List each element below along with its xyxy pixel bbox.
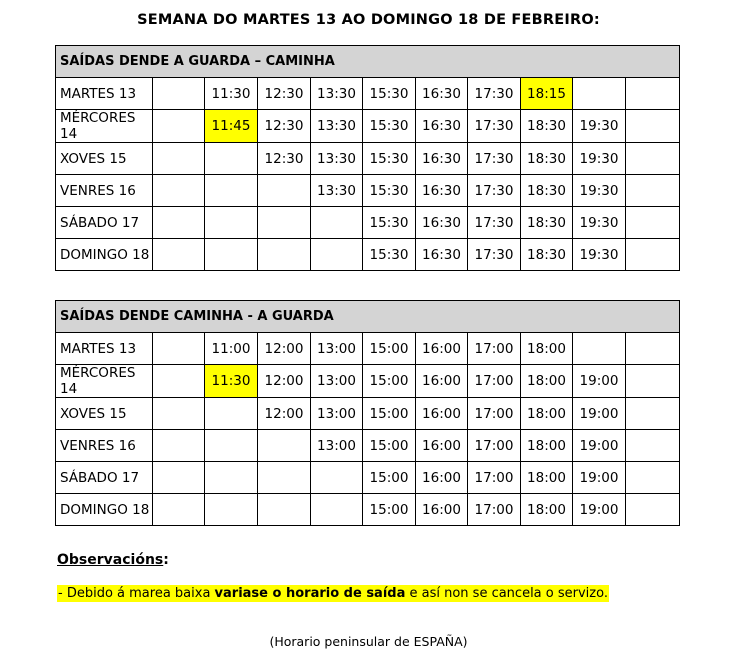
day-cell: SÁBADO 17 <box>56 207 153 239</box>
time-cell: 11:00 <box>205 333 258 365</box>
observations-colon: : <box>163 552 169 568</box>
time-cell: 15:00 <box>363 365 416 398</box>
table-row <box>56 365 680 398</box>
time-cell: 11:30 <box>205 365 258 398</box>
time-cell <box>205 430 258 462</box>
time-cell <box>626 110 680 143</box>
time-cell <box>205 239 258 271</box>
time-cell: 13:00 <box>311 398 363 430</box>
time-cell <box>626 207 680 239</box>
time-cell: 19:30 <box>573 175 626 207</box>
time-cell: 16:30 <box>416 175 468 207</box>
time-cell: 18:30 <box>521 175 573 207</box>
time-cell: 17:00 <box>468 333 521 365</box>
table-row <box>56 239 680 271</box>
time-cell <box>311 494 363 526</box>
time-cell <box>205 143 258 175</box>
time-cell <box>153 175 205 207</box>
time-cell <box>205 494 258 526</box>
table-row <box>56 143 680 175</box>
table-header: SAÍDAS DENDE A GUARDA – CAMINHA <box>56 46 680 78</box>
time-cell: 18:00 <box>521 462 573 494</box>
table-row <box>56 430 680 462</box>
table-row <box>56 207 680 239</box>
time-cell: 17:00 <box>468 430 521 462</box>
time-cell: 19:30 <box>573 143 626 175</box>
time-cell <box>626 398 680 430</box>
time-cell: 17:30 <box>468 175 521 207</box>
time-cell <box>153 207 205 239</box>
time-cell: 13:30 <box>311 175 363 207</box>
time-cell: 18:30 <box>521 239 573 271</box>
time-cell: 12:00 <box>258 398 311 430</box>
observations-title <box>57 552 169 568</box>
day-cell: DOMINGO 18 <box>56 494 153 526</box>
time-cell: 15:00 <box>363 430 416 462</box>
time-cell: 19:00 <box>573 494 626 526</box>
day-cell: MARTES 13 <box>56 333 153 365</box>
time-cell <box>153 494 205 526</box>
time-cell <box>626 78 680 110</box>
time-cell: 13:00 <box>311 365 363 398</box>
time-cell <box>626 494 680 526</box>
time-cell: 16:30 <box>416 239 468 271</box>
time-cell: 12:00 <box>258 333 311 365</box>
time-cell: 15:30 <box>363 110 416 143</box>
time-cell: 16:30 <box>416 110 468 143</box>
time-cell <box>626 365 680 398</box>
time-cell: 13:00 <box>311 430 363 462</box>
time-cell: 18:00 <box>521 365 573 398</box>
time-cell <box>626 333 680 365</box>
day-cell: VENRES 16 <box>56 430 153 462</box>
time-cell: 19:30 <box>573 239 626 271</box>
time-cell: 15:30 <box>363 143 416 175</box>
page-title: SEMANA DO MARTES 13 AO DOMINGO 18 DE FEBREIRO: <box>137 12 600 28</box>
time-cell: 18:00 <box>521 333 573 365</box>
time-cell <box>258 239 311 271</box>
time-cell <box>205 462 258 494</box>
day-cell: DOMINGO 18 <box>56 239 153 271</box>
time-cell: 13:30 <box>311 78 363 110</box>
time-cell: 16:00 <box>416 494 468 526</box>
time-cell <box>626 175 680 207</box>
time-cell <box>205 207 258 239</box>
day-cell: XOVES 15 <box>56 143 153 175</box>
time-cell: 15:30 <box>363 239 416 271</box>
time-cell <box>573 333 626 365</box>
table-row <box>56 398 680 430</box>
time-cell: 12:30 <box>258 78 311 110</box>
footer-note: (Horario peninsular de ESPAÑA) <box>269 634 468 649</box>
time-cell: 17:00 <box>468 494 521 526</box>
time-cell <box>311 207 363 239</box>
schedule-table-caminha-guarda <box>55 300 680 526</box>
time-cell <box>153 78 205 110</box>
time-cell <box>153 239 205 271</box>
time-cell <box>311 239 363 271</box>
day-cell: MÉRCORES 14 <box>56 110 153 143</box>
time-cell <box>153 365 205 398</box>
time-cell: 15:00 <box>363 494 416 526</box>
time-cell: 19:00 <box>573 365 626 398</box>
time-cell: 19:30 <box>573 207 626 239</box>
table-header: SAÍDAS DENDE CAMINHA - A GUARDA <box>56 301 680 333</box>
time-cell: 11:30 <box>205 78 258 110</box>
time-cell: 16:00 <box>416 430 468 462</box>
note-text-start: - Debido á marea baixa <box>58 586 215 601</box>
time-cell: 12:00 <box>258 365 311 398</box>
time-cell <box>258 175 311 207</box>
day-cell: XOVES 15 <box>56 398 153 430</box>
table-row <box>56 333 680 365</box>
note-text-end: e así non se cancela o servizo. <box>405 586 608 601</box>
time-cell: 13:00 <box>311 333 363 365</box>
time-cell: 16:00 <box>416 462 468 494</box>
time-cell: 17:00 <box>468 398 521 430</box>
time-cell: 16:00 <box>416 398 468 430</box>
time-cell: 16:30 <box>416 207 468 239</box>
time-cell <box>205 398 258 430</box>
time-cell: 17:30 <box>468 207 521 239</box>
time-cell: 15:30 <box>363 175 416 207</box>
time-cell: 19:00 <box>573 398 626 430</box>
time-cell <box>153 430 205 462</box>
day-cell: MÉRCORES 14 <box>56 365 153 398</box>
time-cell: 17:30 <box>468 143 521 175</box>
time-cell: 15:00 <box>363 462 416 494</box>
time-cell: 16:00 <box>416 365 468 398</box>
time-cell: 18:00 <box>521 494 573 526</box>
observations-label: Observacións <box>57 552 164 568</box>
time-cell: 17:30 <box>468 78 521 110</box>
time-cell: 15:30 <box>363 78 416 110</box>
time-cell: 15:30 <box>363 207 416 239</box>
time-cell <box>258 462 311 494</box>
time-cell: 17:00 <box>468 365 521 398</box>
time-cell <box>311 462 363 494</box>
time-cell: 17:30 <box>468 239 521 271</box>
time-cell: 16:00 <box>416 333 468 365</box>
table-row <box>56 462 680 494</box>
day-cell: VENRES 16 <box>56 175 153 207</box>
time-cell: 18:00 <box>521 430 573 462</box>
time-cell <box>153 143 205 175</box>
schedule-table-guarda-caminha <box>55 45 680 271</box>
time-cell <box>258 207 311 239</box>
time-cell: 17:00 <box>468 462 521 494</box>
time-cell <box>626 462 680 494</box>
time-cell: 17:30 <box>468 110 521 143</box>
note-text-bold: variase o horario de saída <box>214 586 406 601</box>
time-cell: 16:30 <box>416 143 468 175</box>
table-row <box>56 175 680 207</box>
time-cell: 18:30 <box>521 110 573 143</box>
time-cell <box>258 494 311 526</box>
table-row <box>56 110 680 143</box>
day-cell: SÁBADO 17 <box>56 462 153 494</box>
time-cell <box>626 430 680 462</box>
time-cell: 18:30 <box>521 207 573 239</box>
time-cell: 18:30 <box>521 143 573 175</box>
observation-note <box>57 585 609 602</box>
time-cell <box>258 430 311 462</box>
time-cell: 15:00 <box>363 333 416 365</box>
time-cell: 19:00 <box>573 462 626 494</box>
day-cell: MARTES 13 <box>56 78 153 110</box>
time-cell: 18:00 <box>521 398 573 430</box>
time-cell <box>626 143 680 175</box>
time-cell: 16:30 <box>416 78 468 110</box>
table-row <box>56 78 680 110</box>
time-cell: 11:45 <box>205 110 258 143</box>
table-row <box>56 494 680 526</box>
time-cell: 15:00 <box>363 398 416 430</box>
time-cell: 19:00 <box>573 430 626 462</box>
time-cell: 13:30 <box>311 110 363 143</box>
time-cell <box>573 78 626 110</box>
time-cell: 13:30 <box>311 143 363 175</box>
time-cell <box>153 462 205 494</box>
time-cell <box>153 110 205 143</box>
time-cell <box>626 239 680 271</box>
time-cell: 19:30 <box>573 110 626 143</box>
time-cell <box>205 175 258 207</box>
time-cell <box>153 398 205 430</box>
table-header-row <box>56 46 680 78</box>
time-cell: 18:15 <box>521 78 573 110</box>
time-cell: 12:30 <box>258 110 311 143</box>
time-cell <box>153 333 205 365</box>
table-header-row <box>56 301 680 333</box>
time-cell: 12:30 <box>258 143 311 175</box>
